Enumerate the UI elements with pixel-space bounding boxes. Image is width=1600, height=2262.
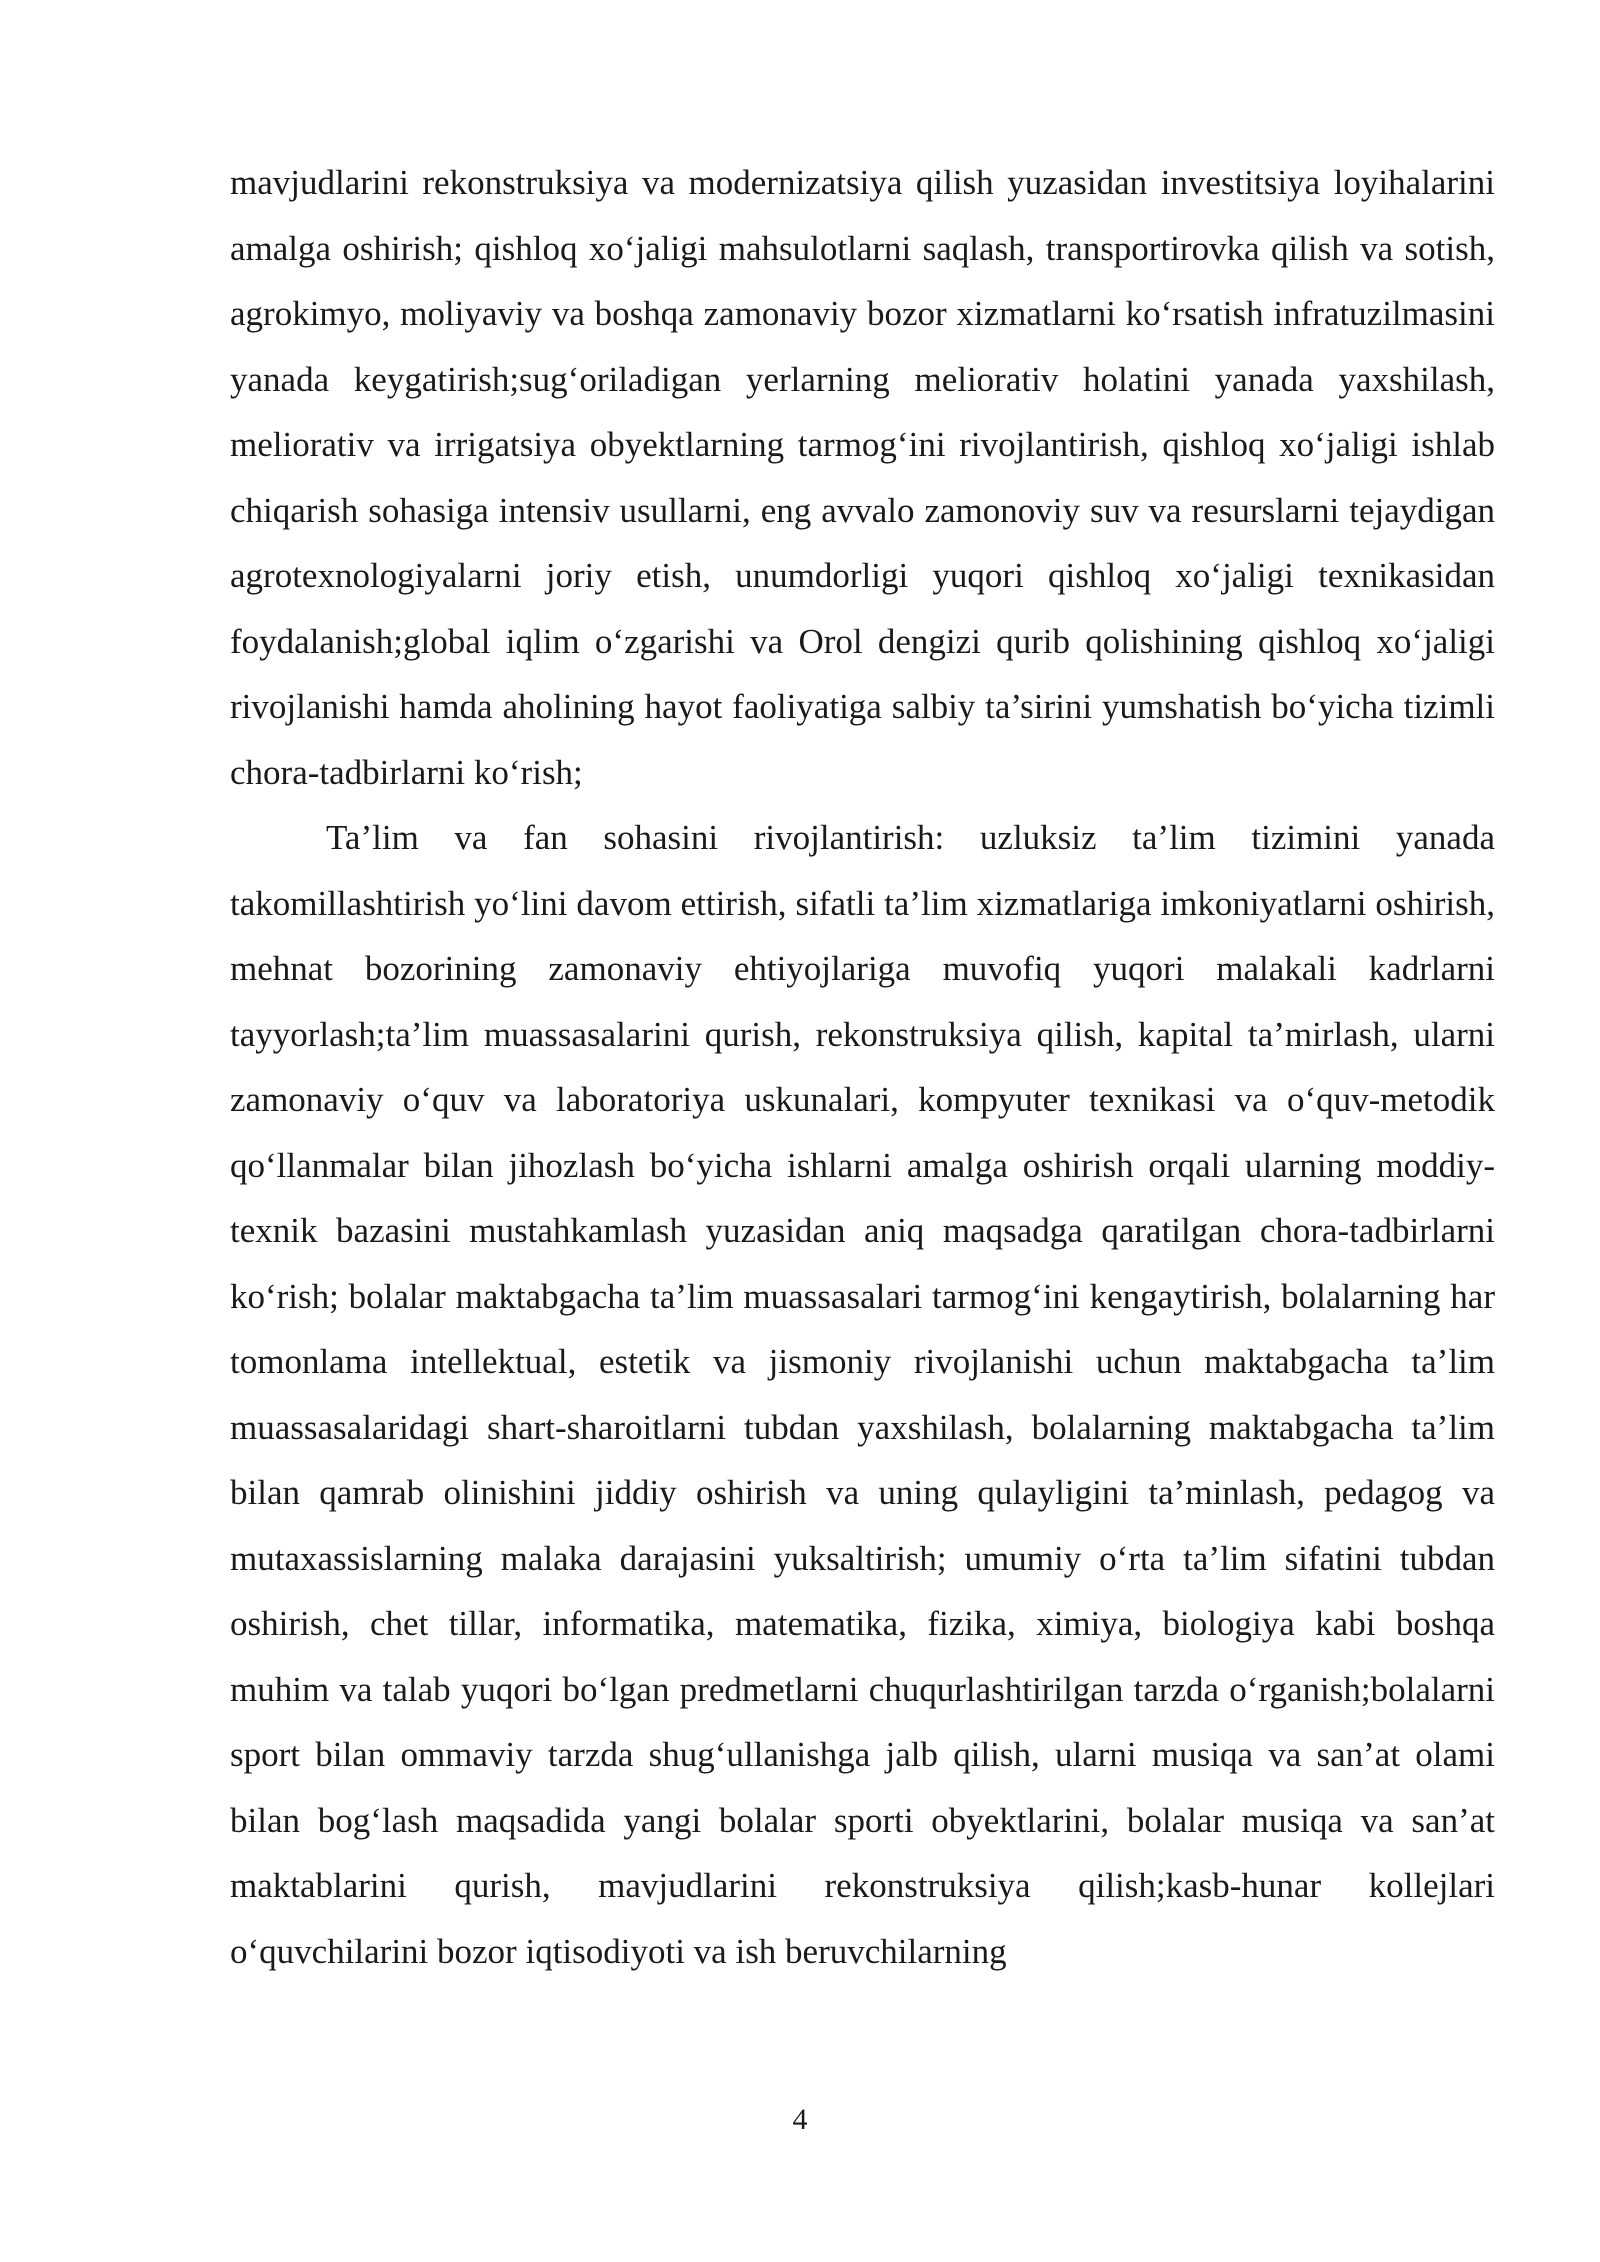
paragraph-agriculture-continuation: mavjudlarini rekonstruksiya va modernizatsiya qilish yuzasidan investitsiya loyihalarini amalga oshirish; qishloq xo‘jaligi mahsulotlarni saqlash, transportirovka qilish va sotish, agrokimyo, moliyaviy va boshqa zamonaviy bozor xizmatlarni ko‘rsatish infratuzilmasini yanada keygatirish;sug‘oriladigan yerlarning meliorativ holatini yanada yaxshilash, meliorativ va irrigatsiya obyektlarning tarmog‘ini rivojlantirish, qishloq xo‘jaligi ishlab chiqarish sohasiga intensiv usullarni, eng avvalo zamonoviy suv va resurslarni tejaydigan agrotexnologiyalarni joriy etish, unumdorligi yuqori qishloq xo‘jaligi texnikasidan foydalanish;global iqlim o‘zgarishi va Orol dengizi qurib qolishining qishloq xo‘jaligi rivojlanishi hamda aholining hayot faoliyatiga salbiy ta’sirini yumshatish bo‘yicha tizimli chora-tadbirlarni ko‘rish; (230, 163, 1495, 792)
paragraph-education-science: Ta’lim va fan sohasini rivojlantirish: uzluksiz ta’lim tizimini yanada takomillashtirish yo‘lini davom ettirish, sifatli ta’lim xizmatlariga imkoniyatlarni oshirish, mehnat bozorining zamonaviy ehtiyojlariga muvofiq yuqori malakali kadrlarni tayyorlash;ta’lim muassasalarini qurish, rekonstruksiya qilish, kapital ta’mirlash, ularni zamonaviy o‘quv va laboratoriya uskunalari, kompyuter texnikasi va o‘quv-metodik qo‘llanmalar bilan jihozlash bo‘yicha ishlarni amalga oshirish orqali ularning moddiy-texnik bazasini mustahkamlash yuzasidan aniq maqsadga qaratilgan chora-tadbirlarni ko‘rish; bolalar maktabgacha ta’lim muassasalari tarmog‘ini kengaytirish, bolalarning har tomonlama intellektual, estetik va jismoniy rivojlanishi uchun maktabgacha ta’lim muassasalaridagi shart-sharoitlarni tubdan yaxshilash, bolalarning maktabgacha ta’lim bilan qamrab olinishini jiddiy oshirish va uning qulayligini ta’minlash, pedagog va mutaxassislarning malaka darajasini yuksaltirish; umumiy o‘rta ta’lim sifatini tubdan oshirish, chet tillar, informatika, matematika, fizika, ximiya, biologiya kabi boshqa muhim va talab yuqori bo‘lgan predmetlarni chuqurlashtirilgan tarzda o‘rganish;bolalarni sport bilan ommaviy tarzda shug‘ullanishga jalb qilish, ularni musiqa va san’at olami bilan bog‘lash maqsadida yangi bolalar sporti obyektlarini, bolalar musiqa va san’at maktablarini qurish, mavjudlarini rekonstruksiya qilish;kasb-hunar kollejlari o‘quvchilarini bozor iqtisodiyoti va ish beruvchilarning (230, 818, 1495, 1971)
document-body (230, 150, 1495, 1984)
page-number: 4 (792, 2103, 808, 2136)
